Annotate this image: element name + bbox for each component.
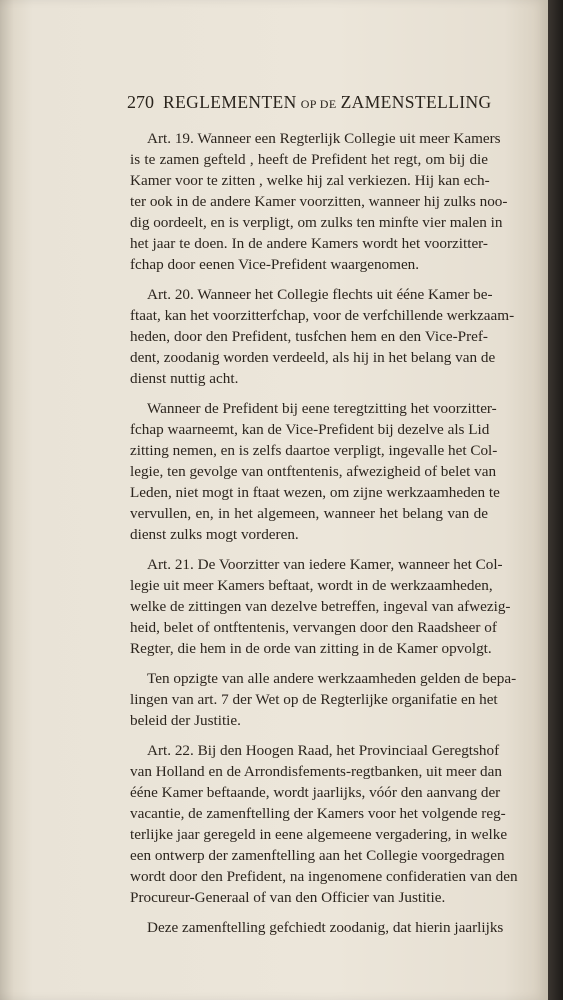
text-line: is te zamen gefteld , heeft de Prefident het regt, om bij die [130,151,488,168]
text-line: Leden, niet mogt in ftaat wezen, om zijne werkzaamheden te [130,484,500,501]
text-line: Wanneer de Prefident bij eene teregtzitting het voorzitter- [147,400,497,417]
text-line: Art. 19. Wanneer een Regterlijk Collegie uit meer Kamers [147,130,501,147]
text-line: fchap waarneemt, kan de Vice-Prefident bij dezelve als Lid [130,421,490,438]
text-line: Regter, die hem in de orde van zitting in de Kamer opvolgt. [130,640,492,657]
text-line: Art. 20. Wanneer het Collegie flechts uit ééne Kamer be- [147,286,493,303]
text-line: fchap door eenen Vice-Prefident waargenomen. [130,256,420,273]
paragraph [130,668,517,731]
header-title-part1: REGLEMENTEN [163,92,297,112]
text-line: wordt door den Prefident, na ingenomene confideratien van den [130,868,518,885]
page-number: 270 [127,92,154,112]
body-text [130,128,518,938]
text-line: vervullen, en, in het algemeen, wanneer het belang van de [130,505,488,522]
text-line: vacantie, de zamenftelling der Kamers voor het volgende reg- [130,805,506,822]
text-line: van Holland en de Arrondisfements-regtbanken, uit meer dan [130,763,502,780]
text-line: ftaat, kan het voorzitterfchap, voor de verfchillende werkzaam- [130,307,515,324]
text-line: dienst nuttig acht. [130,370,239,387]
text-line: ééne Kamer beftaande, wordt jaarlijks, vóór den aanvang der [130,784,501,801]
header-title-small: OP DE [300,97,337,111]
paragraph [130,554,511,659]
text-line: lingen van art. 7 der Wet op de Regterlijke organifatie en het [130,691,498,708]
text-line: een ontwerp der zamenftelling aan het Collegie voorgedragen [130,847,505,864]
paragraph [130,284,515,389]
text-line: Art. 22. Bij den Hoogen Raad, het Provinciaal Geregtshof [147,742,500,759]
header-title-part2: ZAMENSTELLING [340,92,492,112]
text-line: heden, door den Prefident, tusfchen hem en den Vice-Pref- [130,328,488,345]
text-line: Kamer voor te zitten , welke hij zal verkiezen. Hij kan ech- [130,172,490,189]
text-line: zitting nemen, en is zelfs daartoe verpligt, ingevalle het Col- [130,442,498,459]
paragraph [130,398,500,545]
text-line: ter ook in de andere Kamer voorzitten, wanneer hij zulks noo- [130,193,508,210]
text-line: Procureur-Generaal of van den Officier van Justitie. [130,889,446,906]
text-line: dig oordeelt, en is verpligt, om zulks ten minfte vier malen in [130,214,503,231]
text-line: Ten opzigte van alle andere werkzaamheden gelden de bepa- [147,670,517,687]
text-line: dienst zulks mogt vorderen. [130,526,299,543]
text-line: legie uit meer Kamers beftaat, wordt in de werkzaamheden, [130,577,493,594]
text-line: heid, belet of ontftentenis, vervangen door den Raadsheer of [130,619,497,636]
paragraph [130,128,508,275]
page-edge [548,0,563,1000]
running-header [127,92,492,113]
text-line: beleid der Justitie. [130,712,241,729]
text-line: welke de zittingen van dezelve betreffen, ingeval van afwezig- [130,598,511,615]
text-line: het jaar te doen. In de andere Kamers wordt het voorzitter- [130,235,488,252]
paragraph [130,740,518,908]
paragraph [130,917,504,938]
text-line: legie, ten gevolge van ontftentenis, afwezigheid of belet van [130,463,497,480]
text-line: dent, zoodanig worden verdeeld, als hij in het belang van de [130,349,496,366]
text-line: Deze zamenftelling gefchiedt zoodanig, dat hierin jaarlijks [147,919,504,936]
text-line: terlijke jaar geregeld in eene algemeene vergadering, in welke [130,826,508,843]
text-line: Art. 21. De Voorzitter van iedere Kamer, wanneer het Col- [147,556,503,573]
